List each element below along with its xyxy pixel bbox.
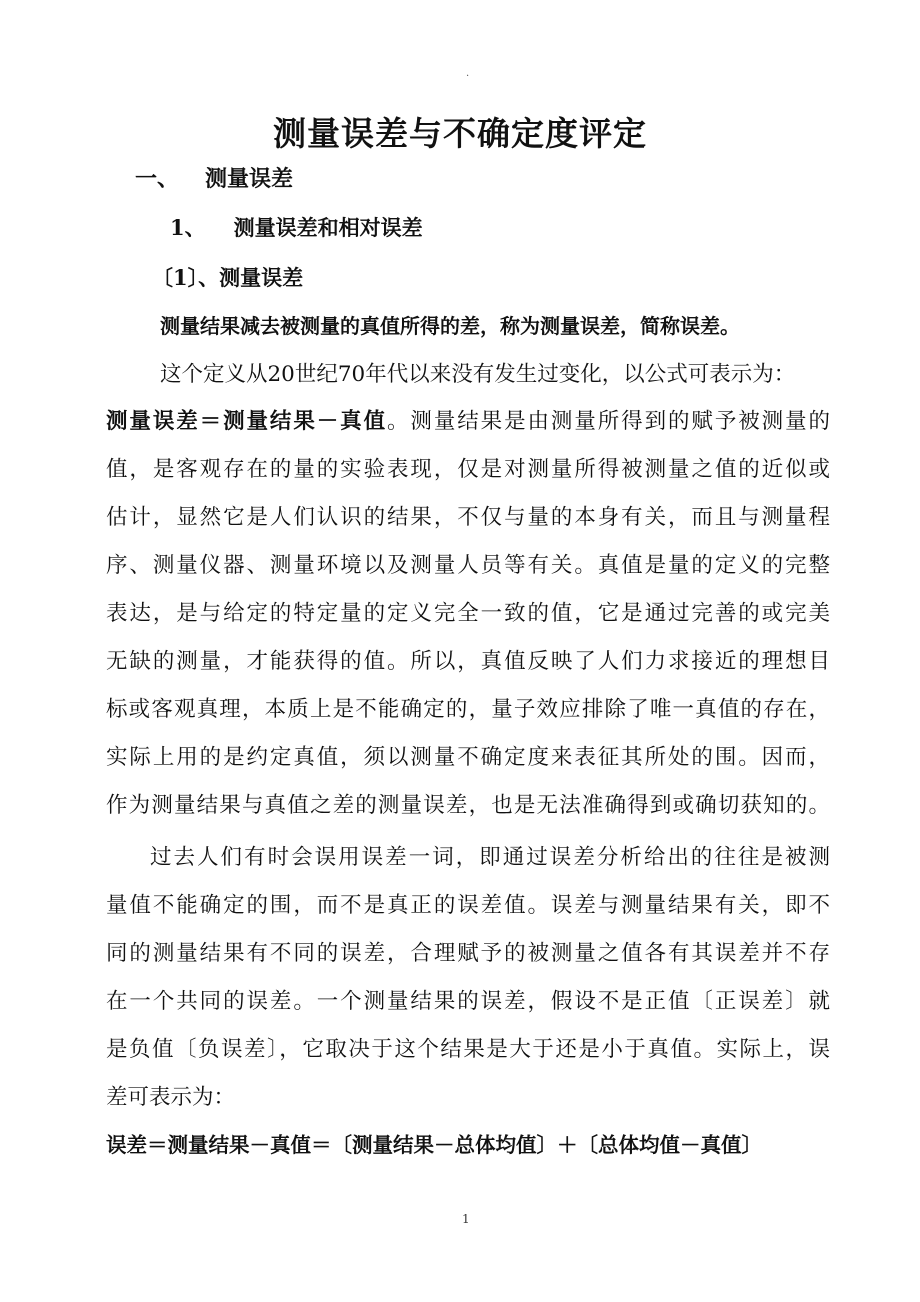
- subsection-title: 测量误差和相对误差: [233, 215, 423, 240]
- para1-line7: 无缺的测量，才能获得的值。所以，真值反映了人们力求接近的理想目: [106, 649, 830, 674]
- para2-line2: 量值不能确定的围，而不是真正的误差值。误差与测量结果有关，即不: [106, 893, 830, 918]
- item-heading: 〔1〕、测量误差: [152, 265, 304, 290]
- section-heading: [135, 162, 293, 193]
- para1-line2-text: 。测量结果是由测量所得到的赋予被测量的: [387, 409, 830, 434]
- para2-line5: 是负值〔负误差〕，它取决于这个结果是大于还是小于真值。实际上，误: [106, 1037, 830, 1062]
- definition-text: 测量结果减去被测量的真值所得的差，称为测量误差，简称误差。: [160, 314, 740, 338]
- para1-line8: 标或客观真理，本质上是不能确定的，量子效应排除了唯一真值的存在，: [106, 697, 830, 722]
- para1-line3: 值，是客观存在的量的实验表现，仅是对测量所得被测量之值的近似或: [106, 457, 830, 482]
- para1-line1: 这个定义从20世纪70年代以来没有发生过变化，以公式可表示为：: [160, 362, 796, 387]
- para1-line2: [106, 404, 830, 435]
- page-number: 1: [462, 1212, 470, 1226]
- header-mark: .: [466, 68, 470, 79]
- para2-line1: 过去人们有时会误用误差一词，即通过误差分析给出的往往是被测: [150, 845, 830, 870]
- para1-line10: 作为测量结果与真值之差的测量误差，也是无法准确得到或确切获知的。: [106, 793, 830, 818]
- section-number: 一、: [135, 167, 180, 192]
- subsection-number: 1、: [170, 215, 206, 240]
- para2-line6: 差可表示为：: [106, 1085, 236, 1110]
- para1-line4: 估计，显然它是人们认识的结果，不仅与量的本身有关，而且与测量程: [106, 505, 830, 530]
- error-decomposition-formula: 误差＝测量结果－真值＝〔测量结果－总体均值〕＋〔总体均值－真值〕: [106, 1133, 762, 1157]
- error-formula-inline: 测量误差＝测量结果－真值: [106, 409, 387, 434]
- subsection-heading: [170, 212, 423, 242]
- para1-line9: 实际上用的是约定真值，须以测量不确定度来表征其所处的围。因而，: [106, 745, 830, 770]
- page-title: 测量误差与不确定度评定: [273, 114, 647, 153]
- para1-line6: 表达，是与给定的特定量的定义完全一致的值，它是通过完善的或完美: [106, 601, 830, 626]
- para1-line5: 序、测量仪器、测量环境以及测量人员等有关。真值是量的定义的完整: [106, 553, 830, 578]
- section-title: 测量误差: [205, 167, 294, 192]
- para2-line4: 在一个共同的误差。一个测量结果的误差，假设不是正值〔正误差〕就: [106, 989, 830, 1014]
- para2-line3: 同的测量结果有不同的误差，合理赋予的被测量之值各有其误差并不存: [106, 941, 830, 966]
